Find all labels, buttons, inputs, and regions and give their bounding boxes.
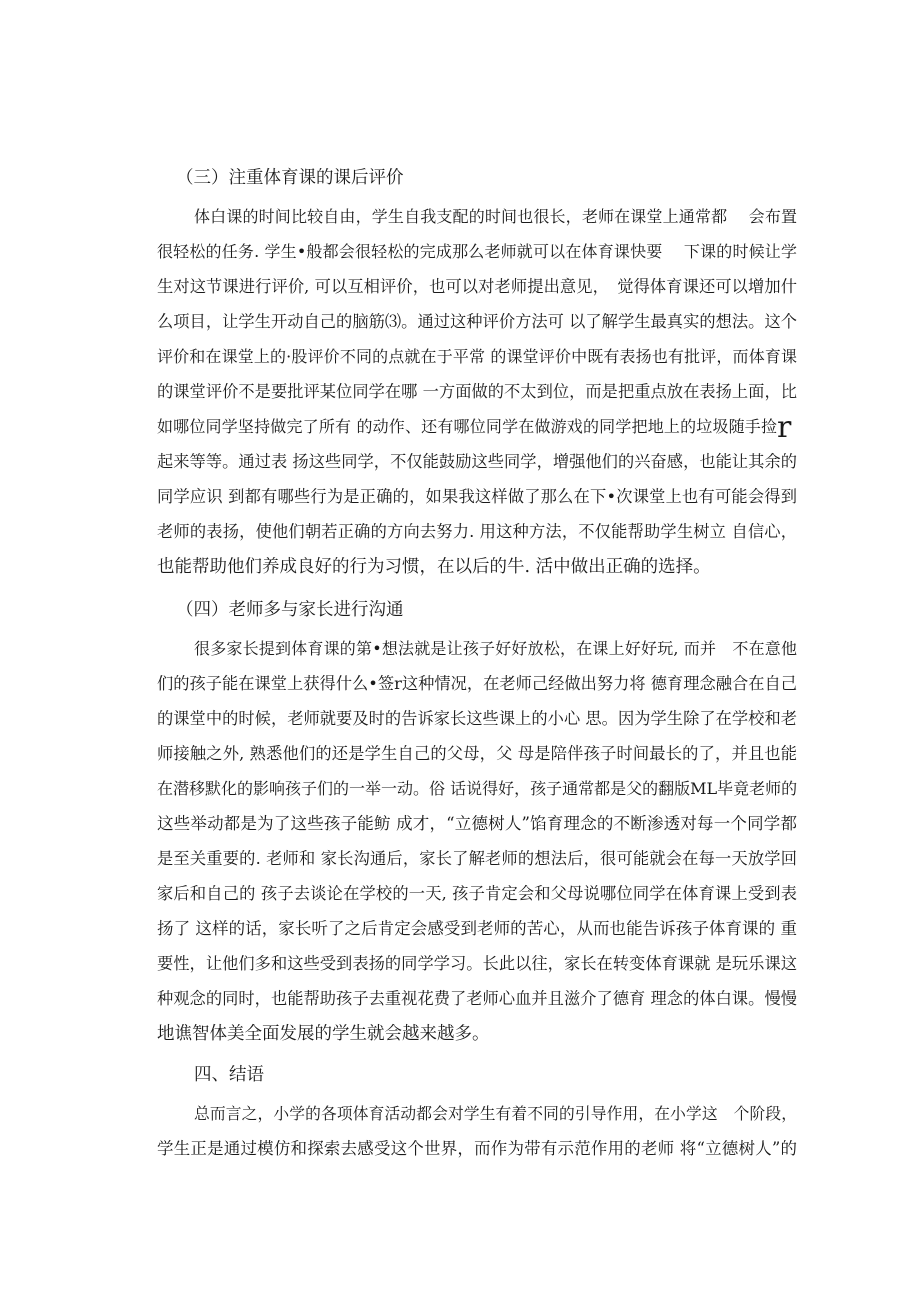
paragraph-line: 的课堂中的时候，老师就要及时的告诉家长这些课上的小心 思。因为学生除了在学校和老 [157, 709, 797, 728]
paragraph-line: 地谯智体美全面发展的学生就会越来越多。 [157, 1024, 490, 1044]
paragraph-line: 总而言之，小学的各项体育活动都会对学生有着不同的引导作用，在小学这 个阶段， [194, 1104, 797, 1123]
paragraph-line: 体白课的时间比较自由，学生自我支配的时间也很长，老师在课堂上通常都 会布置 [194, 207, 797, 226]
paragraph-line: 在潜移默化的影响孩子们的一举一动。俗 话说得好，孩子通常都是父的翻版ML毕竟老师的 [157, 779, 798, 798]
section-3-heading: （三）注重体育课的课后评价 [176, 168, 404, 188]
conclusion-heading: 四、结语 [194, 1065, 264, 1085]
stray-glyph: r [777, 410, 792, 445]
paragraph-line: 如哪位同学坚持做完了所有 的动作、还有哪位同学在做游戏的同学把地上的垃圾随手捡 [157, 417, 777, 436]
paragraph-line: 们的孩子能在课堂上获得什么•签r这种情况，在老师己经做出努力将 德育理念融合在自己 [157, 674, 798, 693]
paragraph-line: 生对这节课进行评价, 可以互相评价，也可以对老师提出意见， 觉得体育课还可以增加什 [157, 277, 797, 296]
paragraph-line: 评价和在课堂上的·股评价不同的点就在于平常 的课堂评价中既有表扬也有批评，而体育课 [157, 347, 797, 366]
paragraph-line: 很多家长提到体育课的第•想法就是让孩子好好放松，在课上好好玩, 而并 不在意他 [194, 639, 797, 658]
paragraph-line: 很轻松的任务. 学生•般都会很轻松的完成那么老师就可以在体育课快要 下课的时候让学 [157, 242, 797, 261]
paragraph-line: 这些举动都是为了这些孩子能鲂 成才，“立德树人”馅育理念的不断渗透对每一个同学都 [157, 814, 797, 833]
paragraph-line: 是至关重要的. 老师和 家长沟通后，家长了解老师的想法后，很可能就会在每一天放学回 [157, 849, 797, 868]
paragraph-line: 扬了 这样的话，家长听了之后肯定会感受到老师的苦心，从而也能告诉孩子体育课的 重 [157, 919, 797, 938]
paragraph-line: 学生正是通过模仿和探索去感受这个世界，而作为带有示范作用的老师 将“立德树人”的 [157, 1139, 797, 1158]
paragraph-line: 的课堂评价不是要批评某位同学在哪 一方面做的不太到位，而是把重点放在表扬上面，比 [157, 382, 797, 401]
section-4-heading: （四）老师多与家长进行沟通 [176, 600, 404, 620]
paragraph-line: 家后和自己的 孩子去谈论在学校的一天, 孩子肯定会和父母说哪位同学在体育课上受到表 [157, 884, 797, 903]
paragraph-line: 么项目，让学生开动自己的脑筋⑶。通过这种评价方法可 以了解学生最真实的想法。这个 [157, 312, 797, 331]
paragraph-line: 起来等等。通过表 扬这些同学，不仅能鼓励这些同学，增强他们的兴奋感，也能让其余的 [157, 452, 797, 471]
paragraph-line: 也能帮助他们养成良好的行为习惯，在以后的牛. 活中做出正确的选择。 [157, 557, 711, 577]
paragraph-line: 要性，让他们多和这些受到表扬的同学学习。长此以往，家长在转变体育课就 是玩乐课这 [157, 954, 797, 973]
paragraph-line: 同学应识 到都有哪些行为是正确的，如果我这样做了那么在下•次课堂上也有可能会得到 [157, 487, 797, 506]
paragraph-line: 老师的表扬，使他们朝若正确的方向去努力. 用这种方法，不仅能帮助学生树立 自信心， [157, 522, 797, 541]
paragraph-line: 师接触之外, 熟悉他们的还是学生自己的父母，父 母是陪伴孩子时间最长的了，并且也能 [157, 744, 797, 763]
paragraph-line: 种观念的同时，也能帮助孩子去重视花费了老师心血并且滋介了德育 理念的体白课。慢慢 [157, 989, 797, 1008]
